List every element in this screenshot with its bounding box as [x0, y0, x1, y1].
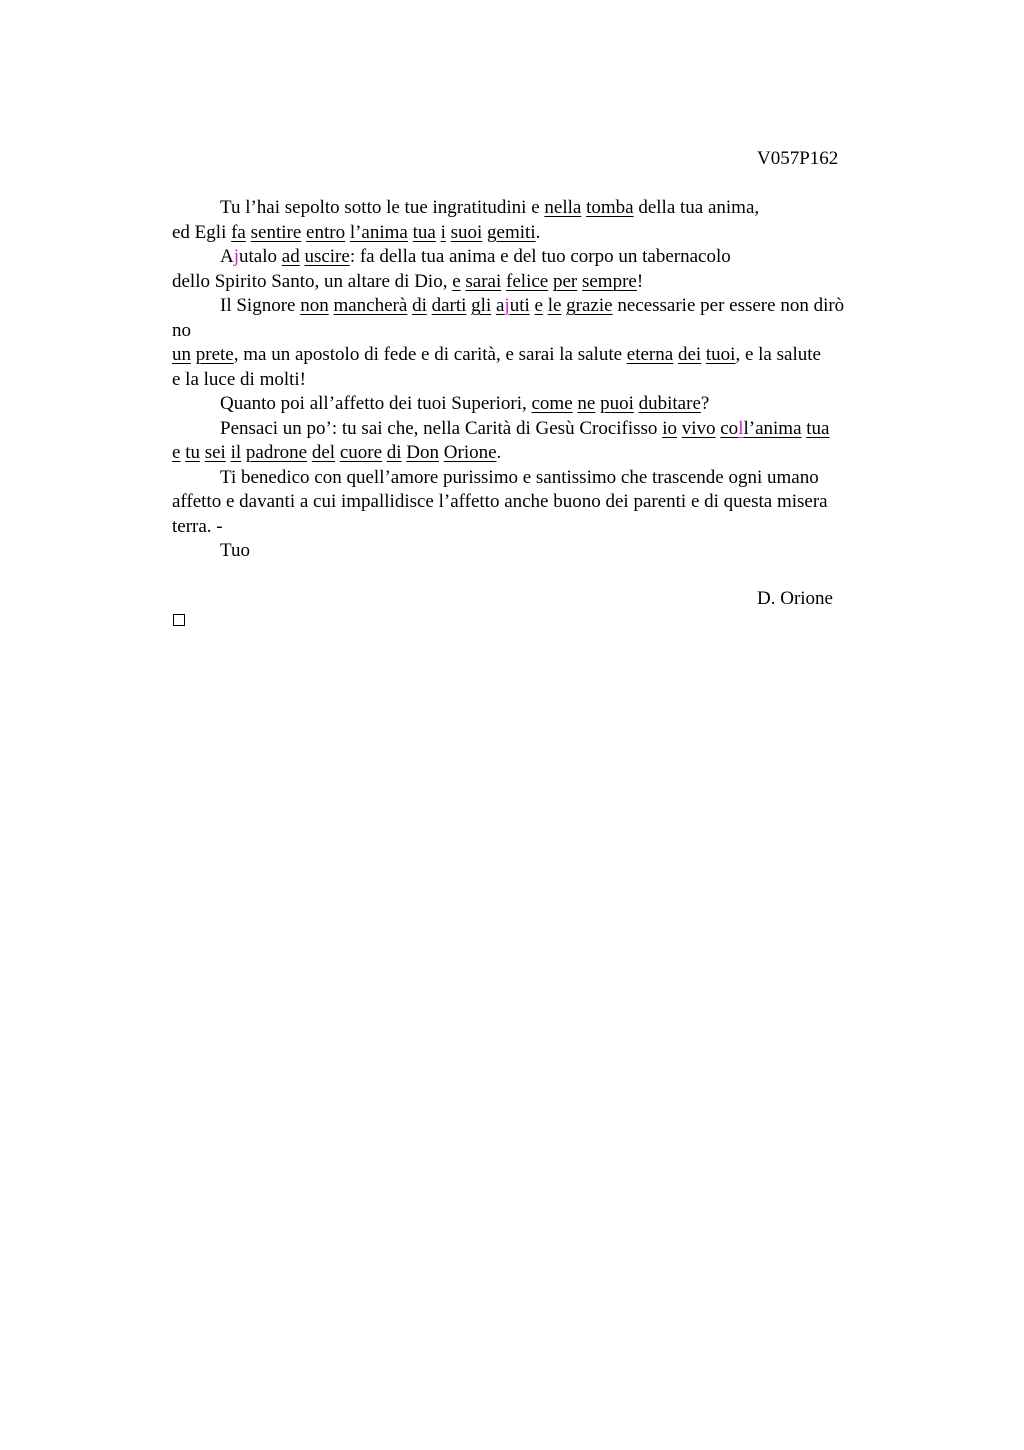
underlined-word: i: [440, 221, 446, 243]
text-segment: terra. -: [172, 515, 223, 537]
text-segment: Ti benedico con quell’amore purissimo e santissimo che trascende ogni umano: [220, 466, 819, 488]
underlined-word: prete: [195, 344, 234, 365]
underlined-word: non: [300, 295, 329, 316]
text-line: [172, 368, 902, 393]
text-line: [172, 319, 902, 344]
underlined-word: io: [662, 417, 677, 439]
underlined-word: di: [412, 295, 427, 316]
underlined-word: suoi: [450, 221, 483, 243]
text-segment: utalo: [239, 246, 282, 267]
underlined-word: dubitare: [638, 393, 701, 414]
page-identifier: V057P162: [757, 148, 839, 169]
checkbox-icon: [173, 614, 185, 626]
underlined-word: tuoi: [705, 344, 736, 365]
signature: D. Orione: [757, 588, 833, 609]
text-segment: .: [535, 221, 541, 243]
underlined-word: mancherà: [333, 295, 408, 316]
underlined-word: sentire: [250, 221, 302, 243]
underlined-word: uscire: [304, 246, 350, 267]
text-segment: , e la salute: [735, 344, 821, 365]
underlined-word: vivo: [681, 417, 716, 439]
underlined-word: di: [386, 442, 402, 463]
underlined-word: del: [311, 442, 336, 463]
text-line: [172, 417, 902, 442]
underlined-word: gli: [471, 295, 492, 316]
underlined-word: un: [172, 344, 191, 365]
text-segment: necessarie per essere non dirò: [612, 295, 845, 316]
text-line: [172, 270, 902, 295]
text-line: [172, 221, 902, 246]
text-segment: Pensaci un po’: tu sai che, nella Carità di Gesù Crocifisso: [220, 417, 663, 439]
underlined-word: l: [738, 417, 744, 439]
text-line: [172, 539, 902, 564]
underlined-word: sarai: [465, 270, 502, 292]
underlined-word: per: [552, 270, 578, 292]
text-segment: Tu l’hai sepolto sotto le tue ingratitudini e: [220, 197, 545, 218]
underlined-word: l’anima: [349, 221, 408, 243]
text-segment: , ma un apostolo di fede e di carità, e sarai la salute: [233, 344, 627, 365]
underlined-word: il: [230, 442, 242, 463]
underlined-word: tua: [806, 417, 830, 439]
text-segment: !: [636, 270, 644, 292]
underlined-word: felice: [506, 270, 549, 292]
underlined-word: uti: [509, 295, 530, 316]
text-segment: affetto e davanti a cui impallidisce l’affetto anche buono dei parenti e di questa misera: [172, 491, 828, 512]
text-segment: no: [172, 319, 191, 341]
text-segment: Il Signore: [220, 295, 301, 316]
text-line: [172, 392, 902, 417]
underlined-word: le: [547, 295, 562, 316]
underlined-word: fa: [231, 221, 246, 243]
underlined-word: gemiti: [487, 221, 536, 243]
underlined-word: e: [534, 295, 543, 316]
underlined-word: tu: [185, 442, 200, 463]
underlined-word: nella: [544, 197, 582, 218]
text-segment: .: [496, 442, 502, 463]
underlined-word: tua: [412, 221, 436, 243]
text-segment: Tuo: [220, 540, 250, 561]
underlined-word: grazie: [566, 295, 613, 316]
text-segment: ?: [700, 393, 710, 414]
underlined-word: come: [531, 393, 573, 414]
text-line: [172, 294, 902, 319]
text-line: [172, 515, 902, 540]
underlined-word: cuore: [339, 442, 383, 463]
text-line: [172, 441, 902, 466]
text-segment: A: [220, 246, 234, 267]
underlined-word: l’anima: [743, 417, 802, 439]
underlined-word: ad: [281, 246, 300, 267]
text-segment: e la luce di molti!: [172, 368, 307, 390]
underlined-word: co: [720, 417, 739, 439]
text-line: [172, 343, 902, 368]
letter-body: [172, 196, 902, 564]
underlined-word: padrone: [245, 442, 308, 463]
underlined-word: a: [495, 295, 505, 316]
underlined-word: e: [172, 442, 181, 463]
underlined-word: entro: [306, 221, 346, 243]
text-segment: dello Spirito Santo, un altare di Dio,: [172, 270, 453, 292]
text-segment: della tua anima,: [633, 197, 760, 218]
underlined-word: sei: [204, 442, 226, 463]
underlined-word: j: [504, 295, 510, 316]
underlined-word: darti: [431, 295, 467, 316]
underlined-word: sempre: [581, 270, 637, 292]
underlined-word: dei: [677, 344, 702, 365]
underlined-word: Orione: [443, 442, 497, 463]
text-segment: Quanto poi all’affetto dei tuoi Superiori,: [220, 393, 532, 414]
text-line: [172, 466, 902, 491]
text-line: [172, 245, 902, 270]
text-line: [172, 490, 902, 515]
underlined-word: puoi: [600, 393, 634, 414]
text-segment: j: [233, 246, 240, 267]
underlined-word: e: [452, 270, 461, 292]
text-segment: : fa della tua anima e del tuo corpo un tabernacolo: [349, 246, 731, 267]
text-segment: ed Egli: [172, 221, 232, 243]
underlined-word: tomba: [586, 197, 634, 218]
underlined-word: eterna: [626, 344, 674, 365]
text-line: [172, 196, 902, 221]
underlined-word: Don: [406, 442, 440, 463]
underlined-word: ne: [577, 393, 596, 414]
